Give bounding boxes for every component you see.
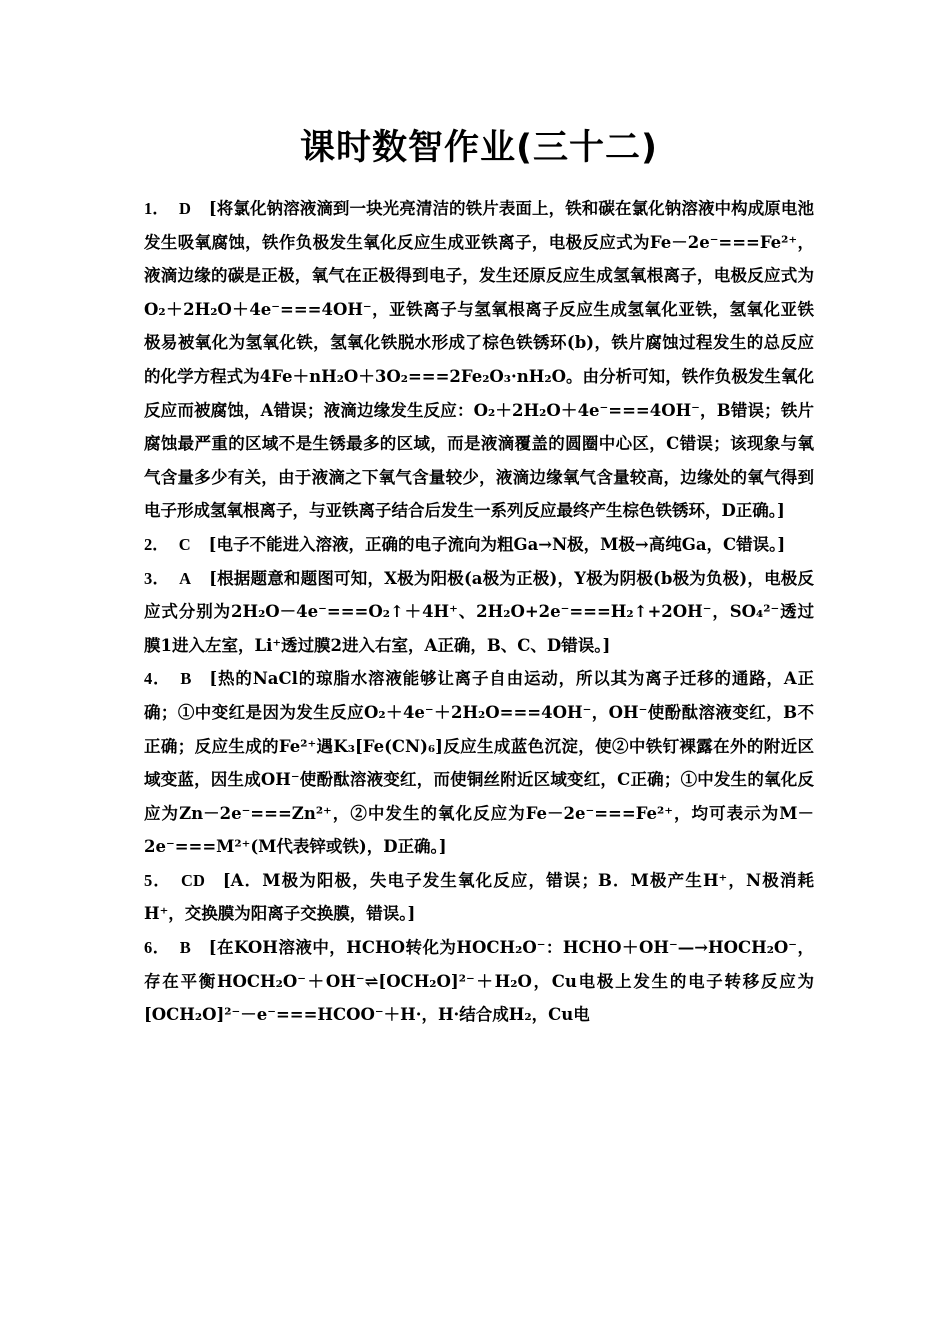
answer-number: 4． [144,669,171,689]
answer-number: 2． [144,534,169,554]
answer-1 [144,192,814,528]
answer-number: 6． [144,938,170,958]
answer-explanation: [电子不能进入溶液，正确的电子流向为粗Ga→N极，M极→高纯Ga，C错误。] [208,534,786,554]
answer-number: 3． [144,568,170,588]
answer-letter: B [179,938,191,958]
answer-explanation: [将氯化钠溶液滴到一块光亮清洁的铁片表面上，铁和碳在氯化钠溶液中构成原电池发生吸氧腐蚀，铁作负极发生氧化反应生成亚铁离子，电极反应式为Fe－2e⁻===Fe²⁺，液滴边缘的碳是正极，氧气在正极得到电子，发生还原反应生成氢氧根离子，电极反应式为O₂＋2H₂O＋4e⁻===4OH⁻，亚铁离子与氢氧根离子反应生成氢氧化亚铁，氢氧化亚铁极易被氧化为氢氧化铁，氢氧化铁脱水形成了棕色铁锈环(b)，铁片腐蚀过程发生的总反应的化学方程式为4Fe＋nH₂O＋3O₂===2Fe₂O₃·nH₂O。由分析可知，铁作负极发生氧化反应而被腐蚀，A错误；液滴边缘发生反应：O₂＋2H₂O＋4e⁻===4OH⁻，B错误；铁片腐蚀最严重的区域不是生锈最多的区域，而是液滴覆盖的圆圈中心区，C错误；该现象与氧气含量多少有关，由于液滴之下氧气含量较少，液滴边缘氧气含量较高，边缘处的氧气得到电子形成氢氧根离子，与亚铁离子结合后发生一系列反应最终产生棕色铁锈环，D正确。] [144,199,814,521]
answer-2 [144,528,814,562]
page-title: 课时数智作业(三十二) [300,128,658,168]
answer-number: 5． [144,870,172,890]
answer-4 [144,662,814,864]
answer-5 [144,864,814,931]
answer-letter: B [180,669,192,689]
answer-explanation: [热的NaCl的琼脂水溶液能够让离子自由运动，所以其为离子迁移的通路，A正确；①中变红是因为发生反应O₂＋4e⁻＋2H₂O===4OH⁻，OH⁻使酚酞溶液变红，B不正确；反应生成的Fe²⁺遇K₃[Fe(CN)₆]反应生成蓝色沉淀，使②中铁钉裸露在外的附近区域变蓝，因生成OH⁻使酚酞溶液变红，而使铜丝附近区域变红，C正确；①中发生的氧化反应为Zn－2e⁻===Zn²⁺，②中发生的氧化反应为Fe－2e⁻===Fe²⁺，均可表示为M－2e⁻===M²⁺(M代表锌或铁)，D正确。] [144,669,814,857]
answer-explanation: [根据题意和题图可知，X极为阳极(a极为正极)，Y极为阴极(b极为负极)，电极反应式分别为2H₂O－4e⁻===O₂↑＋4H⁺、2H₂O+2e⁻===H₂↑+2OH⁻，SO₄²⁻透过膜1进入左室，Li⁺透过膜2进入右室，A正确，B、C、D错误。] [144,568,815,655]
answer-letter: CD [181,870,205,890]
answer-explanation: [A．M极为阳极，失电子发生氧化反应，错误；B．M极产生H⁺，N极消耗H⁺，交换膜为阳离子交换膜，错误。] [144,870,815,924]
answer-letter: A [179,568,192,588]
answer-letter: D [178,199,191,218]
answer-number: 1． [144,199,169,218]
answer-6 [144,931,814,1032]
answer-letter: C [178,534,191,554]
page [144,122,814,1032]
answer-3 [144,562,814,663]
answer-explanation: [在KOH溶液中，HCHO转化为HOCH₂O⁻：HCHO＋OH⁻—→HOCH₂O⁻，存在平衡HOCH₂O⁻＋OH⁻⇌[OCH₂O]²⁻＋H₂O，Cu电极上发生的电子转移反应为[OCH₂O]²⁻－e⁻===HCOO⁻＋H·，H·结合成H₂，Cu电 [144,938,814,1025]
